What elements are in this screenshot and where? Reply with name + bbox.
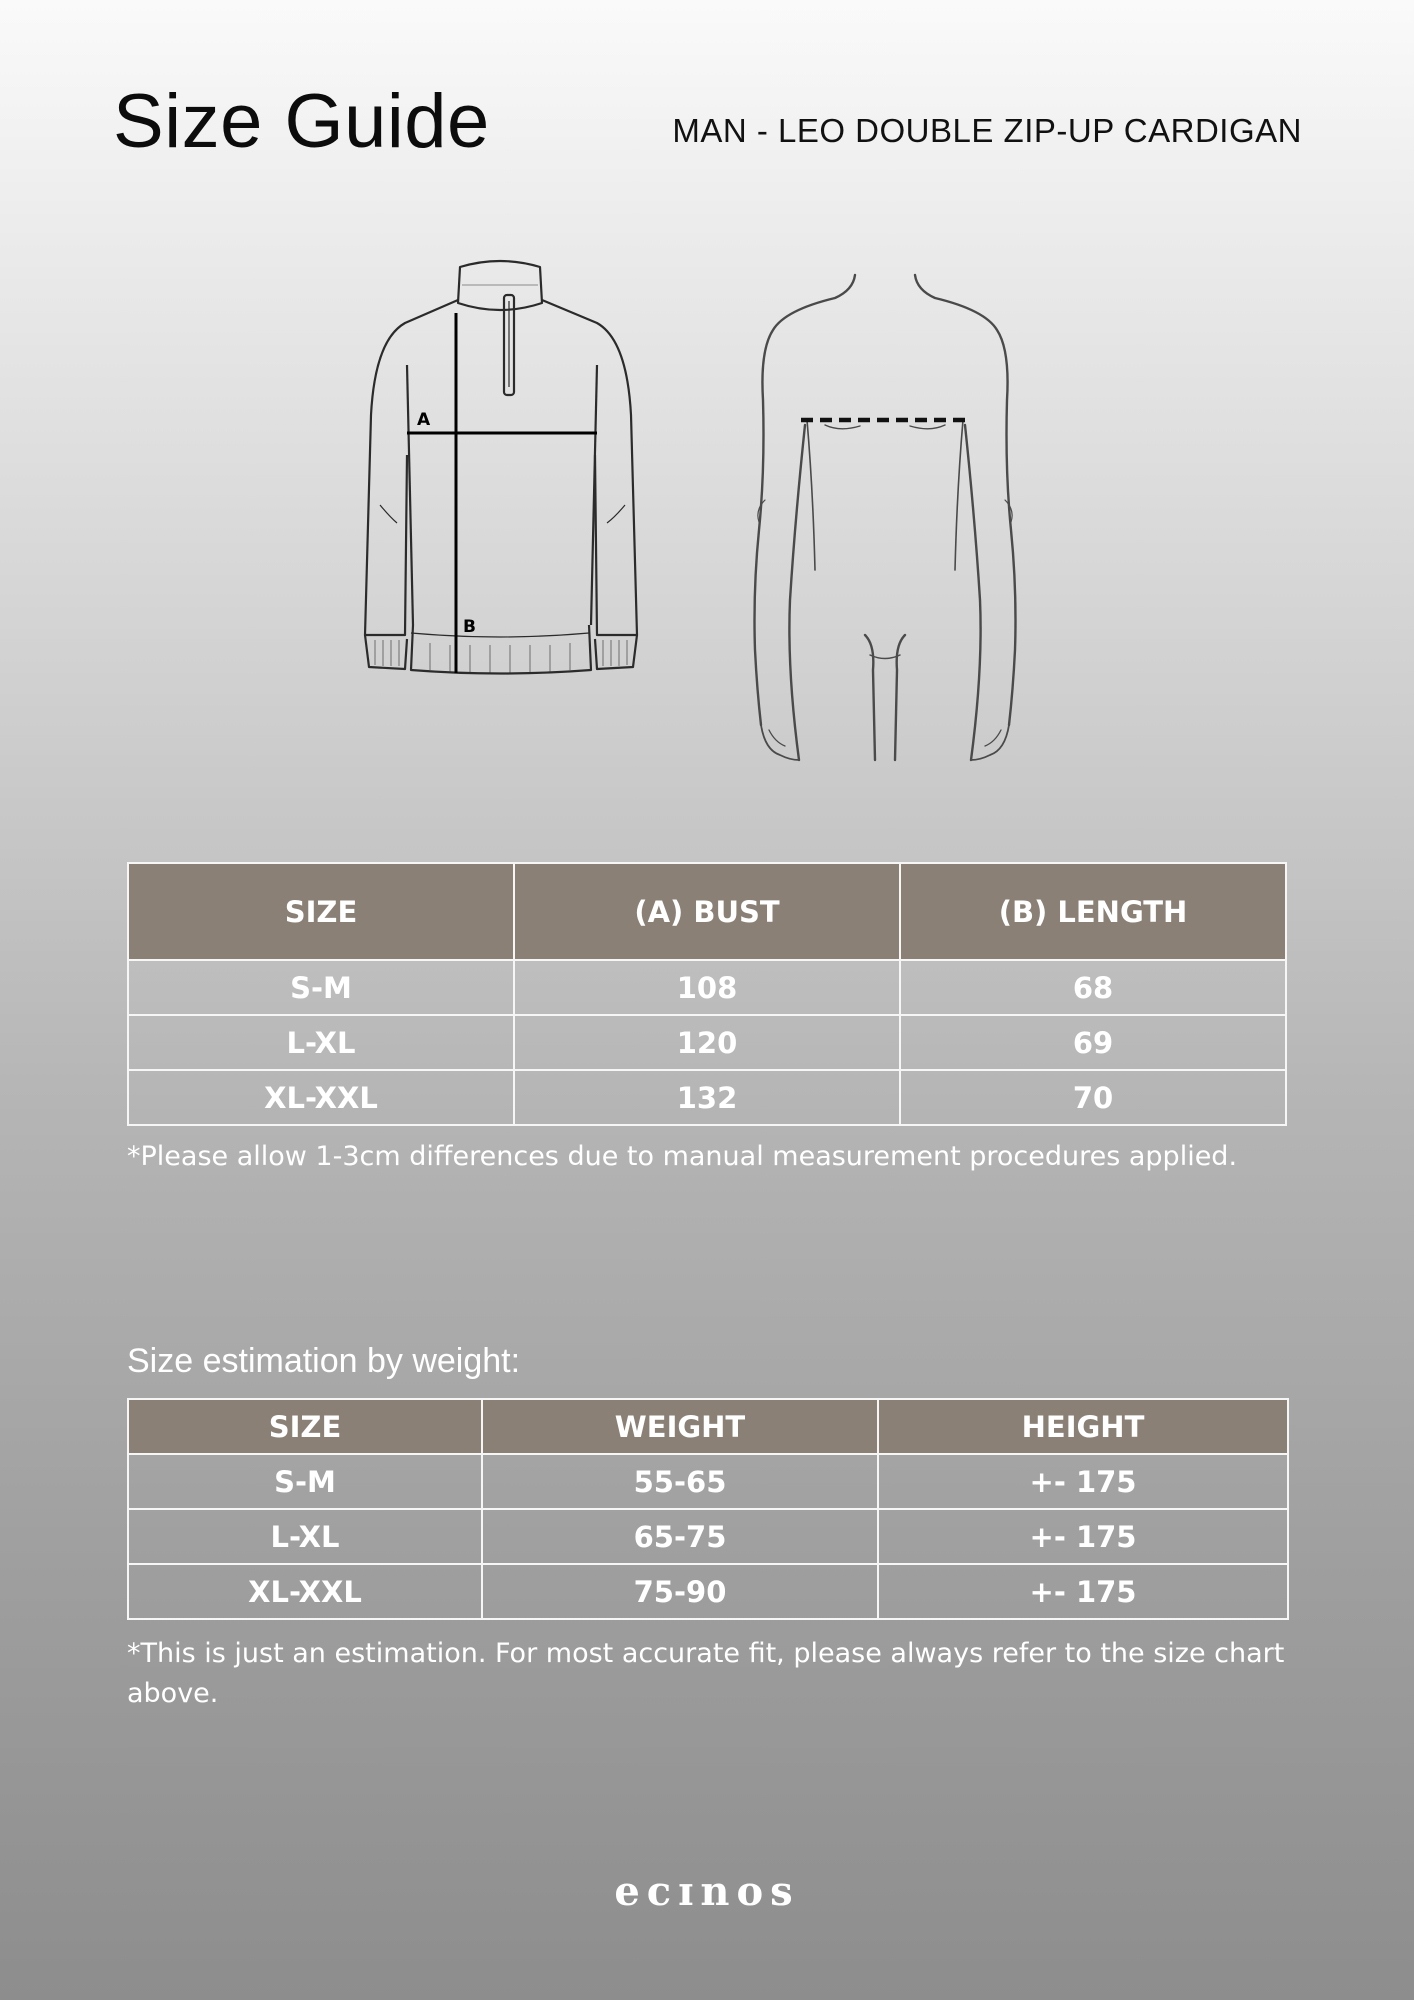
column-header: SIZE — [128, 863, 514, 960]
brand-logo: ecɪnos — [614, 1868, 800, 1915]
table-cell: 69 — [900, 1015, 1286, 1070]
size-chart-table — [127, 862, 1287, 1126]
page-title: Size Guide — [113, 79, 490, 164]
weight-estimation-table — [127, 1398, 1289, 1620]
table-cell: 120 — [514, 1015, 900, 1070]
measurement-note: *Please allow 1-3cm differences due to manual measurement procedures applied. — [127, 1141, 1238, 1172]
column-header: WEIGHT — [482, 1399, 878, 1454]
table-row — [128, 1564, 1288, 1619]
table-row — [128, 960, 1286, 1015]
table-cell: L-XL — [128, 1509, 482, 1564]
table-row — [128, 1015, 1286, 1070]
product-name: MAN - LEO DOUBLE ZIP-UP CARDIGAN — [672, 112, 1302, 149]
table-cell: 75-90 — [482, 1564, 878, 1619]
column-header: (B) LENGTH — [900, 863, 1286, 960]
table-row — [128, 1070, 1286, 1125]
column-header: SIZE — [128, 1399, 482, 1454]
table-cell: 68 — [900, 960, 1286, 1015]
body-illustration — [725, 270, 1045, 770]
table-cell: +- 175 — [878, 1564, 1288, 1619]
table-cell: XL-XXL — [128, 1564, 482, 1619]
table-cell: +- 175 — [878, 1509, 1288, 1564]
table-cell: S-M — [128, 1454, 482, 1509]
table-header-row — [128, 1399, 1288, 1454]
label-a: A — [417, 410, 431, 430]
estimation-note: *This is just an estimation. For most accurate fit, please always refer to the size chart above. — [127, 1638, 1285, 1709]
table-cell: 132 — [514, 1070, 900, 1125]
table-row — [128, 1454, 1288, 1509]
table-cell: 70 — [900, 1070, 1286, 1125]
column-header: HEIGHT — [878, 1399, 1288, 1454]
table-cell: +- 175 — [878, 1454, 1288, 1509]
weight-section-heading: Size estimation by weight: — [127, 1342, 521, 1380]
table-cell: S-M — [128, 960, 514, 1015]
table-row — [128, 1509, 1288, 1564]
table-cell: 108 — [514, 960, 900, 1015]
table-header-row — [128, 863, 1286, 960]
table-cell: L-XL — [128, 1015, 514, 1070]
label-b: B — [463, 617, 476, 637]
sweater-illustration — [335, 255, 685, 685]
table-cell: 65-75 — [482, 1509, 878, 1564]
table-cell: 55-65 — [482, 1454, 878, 1509]
table-cell: XL-XXL — [128, 1070, 514, 1125]
column-header: (A) BUST — [514, 863, 900, 960]
